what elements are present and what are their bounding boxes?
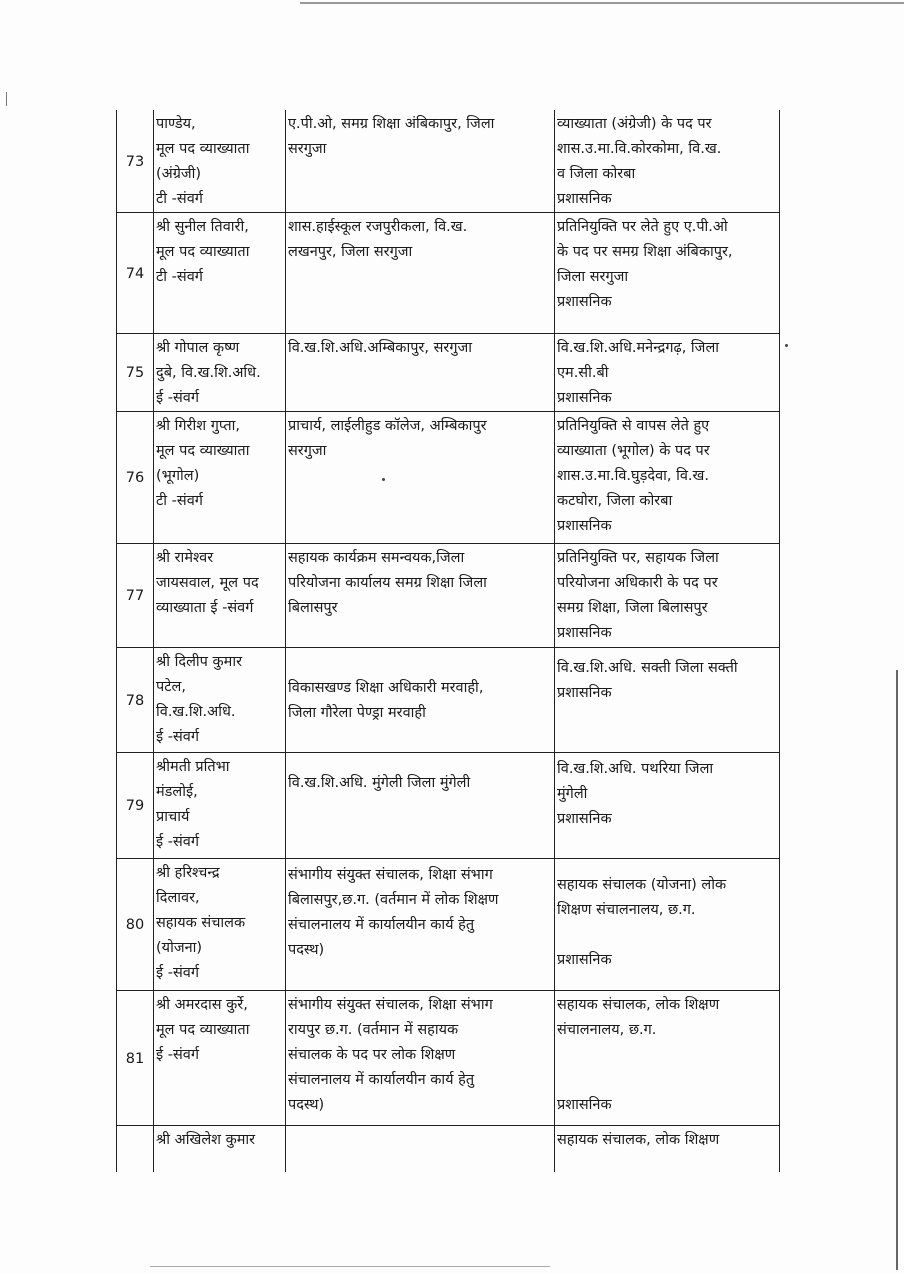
- name-cell: [154, 1126, 286, 1172]
- table-row: [117, 213, 780, 334]
- cell-text-line: संचालक के पद पर लोक शिक्षण: [288, 1047, 456, 1063]
- cell-text-line: शास.हाईस्कूल रजपुरीकला, वि.ख.: [288, 219, 468, 235]
- cell-text-line: वि.ख.शि.अधि.अम्बिकापुर, सरगुजा: [288, 340, 472, 356]
- cell-text-line: श्रीमती प्रतिभा: [156, 759, 230, 775]
- cell-text-line: प्राचार्य: [156, 809, 190, 825]
- scan-artifact-right: [896, 670, 898, 1270]
- cell-text-line: परियोजना कार्यालय समग्र शिक्षा जिला: [288, 575, 487, 591]
- cell-text-line: श्री गिरीश गुप्ता,: [156, 418, 240, 434]
- table-row: [117, 544, 780, 648]
- cell-text-line: श्री गोपाल कृष्ण: [156, 340, 240, 356]
- cell-text-line: पदस्थ): [288, 1097, 325, 1113]
- cell-text-line: शिक्षण संचालनालय, छ.ग.: [557, 902, 696, 918]
- table-row: [117, 334, 780, 412]
- cell-text-line: प्रशासनिक: [557, 191, 612, 207]
- cell-text-line: पदस्थ): [288, 942, 325, 958]
- cell-text-line: वि.ख.शि.अधि. सक्ती जिला सक्ती: [557, 660, 738, 676]
- cell-text-line: सरगुजा: [288, 141, 327, 157]
- cell-text-line: प्रशासनिक: [557, 1097, 612, 1113]
- cell-text-line: व्याख्याता (अंग्रेजी) के पद पर: [557, 116, 712, 132]
- cell-text-line: ई -संवर्ग: [156, 965, 199, 981]
- new-posting-cell: [555, 991, 780, 1126]
- cell-text-line: व जिला कोरबा: [557, 166, 636, 182]
- cell-text-line: प्रशासनिक: [557, 625, 612, 641]
- new-posting-cell: [555, 648, 780, 753]
- scan-artifact-left: [6, 92, 7, 106]
- cell-text-line: संचालनालय, छ.ग.: [557, 1022, 657, 1038]
- serial-number-cell: 79: [117, 753, 154, 859]
- current-posting-cell: [286, 859, 555, 991]
- cell-text-line: व्याख्याता (भूगोल) के पद पर: [557, 443, 710, 459]
- cell-text-line: ए.पी.ओ, समग्र शिक्षा अंबिकापुर, जिला: [288, 116, 495, 132]
- cell-text-line: कटघोरा, जिला कोरबा: [557, 493, 673, 509]
- table-row: [117, 991, 780, 1126]
- new-posting-cell: [555, 859, 780, 991]
- scan-artifact-bottom: [150, 1266, 550, 1267]
- cell-text-line: मुंगेली: [557, 786, 588, 802]
- cell-text-line: संभागीय संयुक्त संचालक, शिक्षा संभाग: [288, 997, 493, 1013]
- table-row: [117, 1126, 780, 1172]
- cell-text-line: जिला गौरेला पेण्ड्रा मरवाही: [288, 705, 426, 721]
- cell-text-line: मूल पद व्याख्याता: [156, 443, 250, 459]
- serial-number-cell: 77: [117, 544, 154, 648]
- current-posting-cell: [286, 110, 555, 213]
- cell-text-line: मूल पद व्याख्याता: [156, 1022, 250, 1038]
- cell-text-line: वि.ख.शि.अधि.: [156, 704, 236, 720]
- cell-text-line: (अंग्रेजी): [156, 166, 202, 182]
- serial-number-cell: 75: [117, 334, 154, 412]
- name-cell: [154, 648, 286, 753]
- name-cell: [154, 753, 286, 859]
- cell-text-line: वि.ख.शि.अधि. पथरिया जिला: [557, 761, 714, 777]
- serial-number-cell: 80: [117, 859, 154, 991]
- cell-text-line: प्राचार्य, लाईलीहुड कॉलेज, अम्बिकापुर: [288, 418, 487, 434]
- cell-text-line: सहायक संचालक, लोक शिक्षण: [557, 997, 720, 1013]
- cell-text-line: प्रशासनिक: [557, 518, 612, 534]
- serial-number-cell: [117, 1126, 154, 1172]
- new-posting-cell: [555, 753, 780, 859]
- current-posting-cell: [286, 544, 555, 648]
- cell-text-line: मंडलोई,: [156, 784, 198, 800]
- name-cell: [154, 544, 286, 648]
- cell-text-line: [557, 1043, 777, 1068]
- cell-text-line: शास.उ.मा.वि.घुड़देवा, वि.ख.: [557, 468, 710, 484]
- current-posting-cell: [286, 753, 555, 859]
- current-posting-cell: [286, 991, 555, 1126]
- cell-text-line: व्याख्याता ई -संवर्ग: [156, 600, 254, 616]
- cell-text-line: संचालनालय में कार्यालयीन कार्य हेतु: [288, 917, 475, 933]
- serial-number-cell: 76: [117, 412, 154, 544]
- cell-text-line: ई -संवर्ग: [156, 834, 199, 850]
- serial-number-cell: 81: [117, 991, 154, 1126]
- serial-number-cell: 78: [117, 648, 154, 753]
- cell-text-line: रायपुर छ.ग. (वर्तमान में सहायक: [288, 1022, 459, 1038]
- cell-text-line: समग्र शिक्षा, जिला बिलासपुर: [557, 600, 708, 616]
- cell-text-line: बिलासपुर,छ.ग. (वर्तमान में लोक शिक्षण: [288, 892, 499, 908]
- cell-text-line: ई -संवर्ग: [156, 1047, 199, 1063]
- cell-text-line: [288, 1128, 552, 1153]
- cell-text-line: सहायक संचालक: [156, 915, 246, 931]
- cell-text-line: प्रतिनियुक्ति से वापस लेते हुए: [557, 418, 710, 434]
- current-posting-cell: [286, 213, 555, 334]
- cell-text-line: श्री अमरदास कुर्रे,: [156, 997, 248, 1013]
- name-cell: [154, 859, 286, 991]
- table-row: [117, 753, 780, 859]
- serial-number-cell: 73: [117, 110, 154, 213]
- current-posting-cell: [286, 334, 555, 412]
- cell-text-line: विकासखण्ड शिक्षा अधिकारी मरवाही,: [288, 680, 484, 696]
- cell-text-line: पटेल,: [156, 679, 186, 695]
- cell-text-line: प्रशासनिक: [557, 952, 612, 968]
- name-cell: [154, 991, 286, 1126]
- cell-text-line: (भूगोल): [156, 468, 200, 484]
- new-posting-cell: [555, 334, 780, 412]
- table-row: [117, 648, 780, 753]
- new-posting-cell: [555, 213, 780, 334]
- cell-text-line: टी -संवर्ग: [156, 493, 203, 509]
- cell-text-line: ई -संवर्ग: [156, 729, 199, 745]
- cell-text-line: श्री दिलीप कुमार: [156, 654, 243, 670]
- cell-text-line: प्रतिनियुक्ति पर, सहायक जिला: [557, 550, 719, 566]
- cell-text-line: ई -संवर्ग: [156, 390, 199, 406]
- cell-text-line: बिलासपुर: [288, 600, 338, 616]
- cell-text-line: (योजना): [156, 940, 203, 956]
- cell-text-line: जायसवाल, मूल पद: [156, 575, 259, 591]
- scan-speck: [785, 344, 788, 347]
- cell-text-line: दिलावर,: [156, 890, 200, 906]
- cell-text-line: शास.उ.मा.वि.कोरकोमा, वि.ख.: [557, 141, 722, 157]
- cell-text-line: सहायक संचालक (योजना) लोक: [557, 877, 727, 893]
- cell-text-line: सरगुजा: [288, 443, 327, 459]
- cell-text-line: जिला सरगुजा: [557, 269, 629, 285]
- cell-text-line: सहायक संचालक, लोक शिक्षण: [557, 1132, 720, 1148]
- cell-text-line: प्रशासनिक: [557, 294, 612, 310]
- new-posting-cell: [555, 1126, 780, 1172]
- cell-text-line: मूल पद व्याख्याता: [156, 141, 250, 157]
- serial-number-cell: 74: [117, 213, 154, 334]
- cell-text-line: संचालनालय में कार्यालयीन कार्य हेतु: [288, 1072, 475, 1088]
- cell-text-line: प्रशासनिक: [557, 811, 612, 827]
- cell-text-line: दुबे, वि.ख.शि.अधि.: [156, 365, 261, 381]
- cell-text-line: एम.सी.बी: [557, 365, 609, 381]
- current-posting-cell: [286, 1126, 555, 1172]
- cell-text-line: मूल पद व्याख्याता: [156, 244, 250, 260]
- table-row: [117, 859, 780, 991]
- cell-text-line: परियोजना अधिकारी के पद पर: [557, 575, 718, 591]
- cell-text-line: प्रशासनिक: [557, 390, 612, 406]
- cell-text-line: लखनपुर, जिला सरगुजा: [288, 244, 413, 260]
- name-cell: [154, 334, 286, 412]
- cell-text-line: [557, 1068, 777, 1093]
- current-posting-cell: [286, 648, 555, 753]
- name-cell: [154, 213, 286, 334]
- table-body: [117, 110, 780, 1172]
- table-row: [117, 110, 780, 213]
- cell-text-line: संभागीय संयुक्त संचालक, शिक्षा संभाग: [288, 867, 493, 883]
- cell-text-line: प्रतिनियुक्ति पर लेते हुए ए.पी.ओ: [557, 219, 728, 235]
- cell-text-line: श्री अखिलेश कुमार: [156, 1132, 256, 1148]
- transfer-order-table: [116, 110, 780, 1172]
- new-posting-cell: [555, 110, 780, 213]
- cell-text-line: वि.ख.शि.अधि.मनेन्द्रगढ़, जिला: [557, 340, 720, 356]
- cell-text-line: श्री हरिश्चन्द्र: [156, 865, 220, 881]
- cell-text-line: टी -संवर्ग: [156, 191, 203, 207]
- table-row: [117, 412, 780, 544]
- cell-text-line: के पद पर समग्र शिक्षा अंबिकापुर,: [557, 244, 733, 260]
- cell-text-line: प्रशासनिक: [557, 685, 612, 701]
- cell-text-line: पाण्डेय,: [156, 116, 196, 132]
- scan-artifact-top: [300, 2, 904, 4]
- cell-text-line: श्री सुनील तिवारी,: [156, 219, 249, 235]
- cell-text-line: [557, 923, 777, 948]
- cell-text-line: वि.ख.शि.अधि. मुंगेली जिला मुंगेली: [288, 775, 471, 791]
- name-cell: [154, 110, 286, 213]
- new-posting-cell: [555, 544, 780, 648]
- cell-text-line: टी -संवर्ग: [156, 269, 203, 285]
- cell-text-line: सहायक कार्यक्रम समन्वयक,जिला: [288, 550, 465, 566]
- cell-text-line: श्री रामेश्वर: [156, 550, 214, 566]
- current-posting-cell: [286, 412, 555, 544]
- new-posting-cell: [555, 412, 780, 544]
- name-cell: [154, 412, 286, 544]
